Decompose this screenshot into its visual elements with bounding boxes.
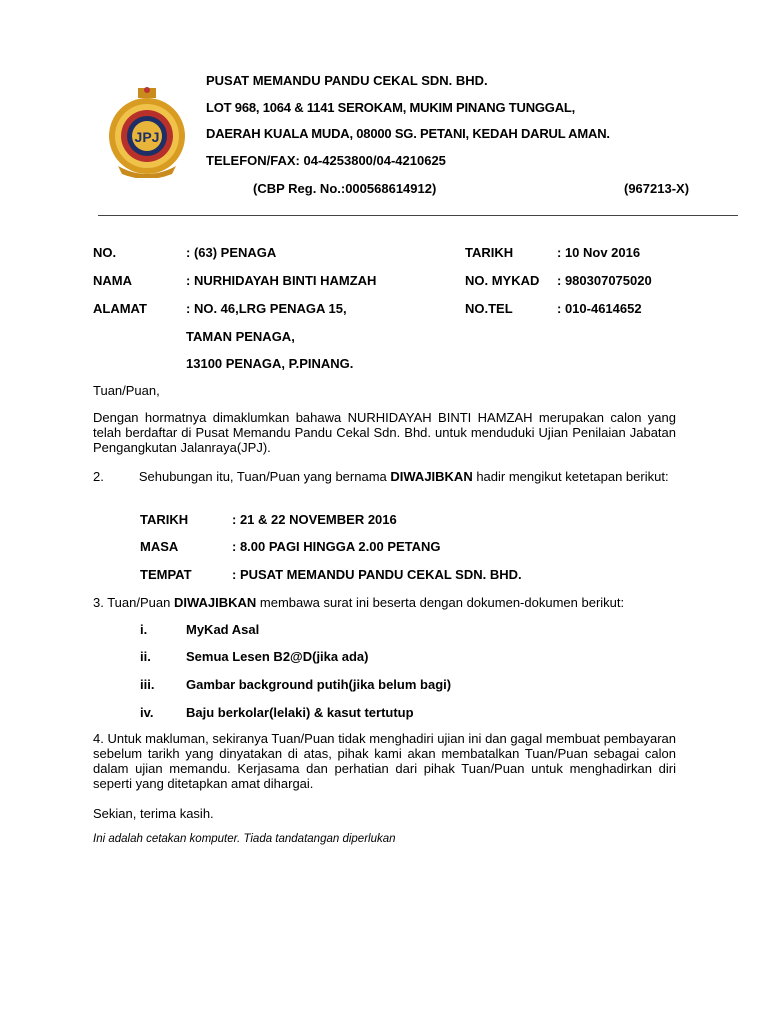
sched-masa-label: MASA xyxy=(140,539,179,554)
item-2-number: ii. xyxy=(140,649,151,664)
item-3-text: Gambar background putih(jika belum bagi) xyxy=(186,677,452,692)
closing: Sekian, terima kasih. xyxy=(93,806,214,821)
company-name: PUSAT MEMANDU PANDU CEKAL SDN. BHD. xyxy=(206,73,488,88)
sched-tempat-value: : PUSAT MEMANDU PANDU CEKAL SDN. BHD. xyxy=(232,567,522,582)
nama-value: : NURHIDAYAH BINTI HAMZAH xyxy=(186,273,377,288)
alamat-label: ALAMAT xyxy=(93,301,147,316)
alamat-value-3: 13100 PENAGA, P.PINANG. xyxy=(186,356,354,371)
paragraph-2 xyxy=(93,469,676,484)
item-4-number: iv. xyxy=(140,705,154,720)
paragraph-3-emphasis: DIWAJIBKAN xyxy=(173,595,257,610)
paragraph-2-text-post: hadir mengikut ketetapan berikut: xyxy=(472,469,669,484)
no-value: : (63) PENAGA xyxy=(186,245,277,260)
no-label: NO. xyxy=(93,245,117,260)
mykad-value: : 980307075020 xyxy=(557,273,652,288)
paragraph-3-text-pre: 3. Tuan/Puan xyxy=(93,595,174,610)
salutation: Tuan/Puan, xyxy=(93,383,160,398)
nama-label: NAMA xyxy=(93,273,132,288)
company-reg-no: (967213-X) xyxy=(624,181,690,196)
paragraph-2-number: 2. xyxy=(93,469,104,484)
tel-label: NO.TEL xyxy=(465,301,513,316)
paragraph-3-text-post: membawa surat ini beserta dengan dokumen-dokumen berikut: xyxy=(256,595,625,610)
sched-tempat-label: TEMPAT xyxy=(140,567,192,582)
jpj-crest-logo xyxy=(104,86,190,178)
tarikh-label: TARIKH xyxy=(465,245,514,260)
address-line-2: DAERAH KUALA MUDA, 08000 SG. PETANI, KEDAH DARUL AMAN. xyxy=(206,126,610,141)
paragraph-3 xyxy=(93,595,693,610)
paragraph-2-text-pre: Sehubungan itu, Tuan/Puan yang bernama xyxy=(138,469,391,484)
sched-tarikh-label: TARIKH xyxy=(140,512,189,527)
paragraph-4: 4. Untuk makluman, sekiranya Tuan/Puan tidak menghadiri ujian ini dan gagal membuat pembayaran sebelum tarikh yang dinyatakan di atas, pihak kami akan membatalkan Tuan/Puan sebagai calon dalam ujian memandu. Kerjasama dan perhatian dari pihak Tuan/Puan untuk menghadirkan diri seperti yang ditetapkan amat dihargai. xyxy=(93,731,676,791)
paragraph-2-emphasis: DIWAJIBKAN xyxy=(390,469,473,484)
item-2-text: Semua Lesen B2@D(jika ada) xyxy=(186,649,369,664)
address-line-1: LOT 968, 1064 & 1141 SEROKAM, MUKIM PINANG TUNGGAL, xyxy=(206,100,576,115)
item-3-number: iii. xyxy=(140,677,155,692)
phone-fax: TELEFON/FAX: 04-4253800/04-4210625 xyxy=(206,153,446,168)
sched-tarikh-value: : 21 & 22 NOVEMBER 2016 xyxy=(232,512,397,527)
paragraph-1: Dengan hormatnya dimaklumkan bahawa NURHIDAYAH BINTI HAMZAH merupakan calon yang telah berdaftar di Pusat Memandu Pandu Cekal Sdn. Bhd. untuk menduduki Ujian Penilaian Jabatan Pengangkutan Jalanraya(JPJ). xyxy=(93,410,676,455)
tel-value: : 010-4614652 xyxy=(557,301,642,316)
logo-text: JPJ xyxy=(134,129,160,145)
cbp-reg-no: (CBP Reg. No.:000568614912) xyxy=(253,181,437,196)
tarikh-value: : 10 Nov 2016 xyxy=(557,245,641,260)
sched-masa-value: : 8.00 PAGI HINGGA 2.00 PETANG xyxy=(232,539,441,554)
header-divider xyxy=(98,215,738,216)
alamat-value-2: TAMAN PENAGA, xyxy=(186,329,295,344)
alamat-value-1: : NO. 46,LRG PENAGA 15, xyxy=(186,301,347,316)
computer-print-note: Ini adalah cetakan komputer. Tiada tandatangan diperlukan xyxy=(93,833,396,845)
item-1-number: i. xyxy=(140,622,148,637)
item-4-text: Baju berkolar(lelaki) & kasut tertutup xyxy=(186,705,414,720)
mykad-label: NO. MYKAD xyxy=(465,273,540,288)
item-1-text: MyKad Asal xyxy=(186,622,260,637)
